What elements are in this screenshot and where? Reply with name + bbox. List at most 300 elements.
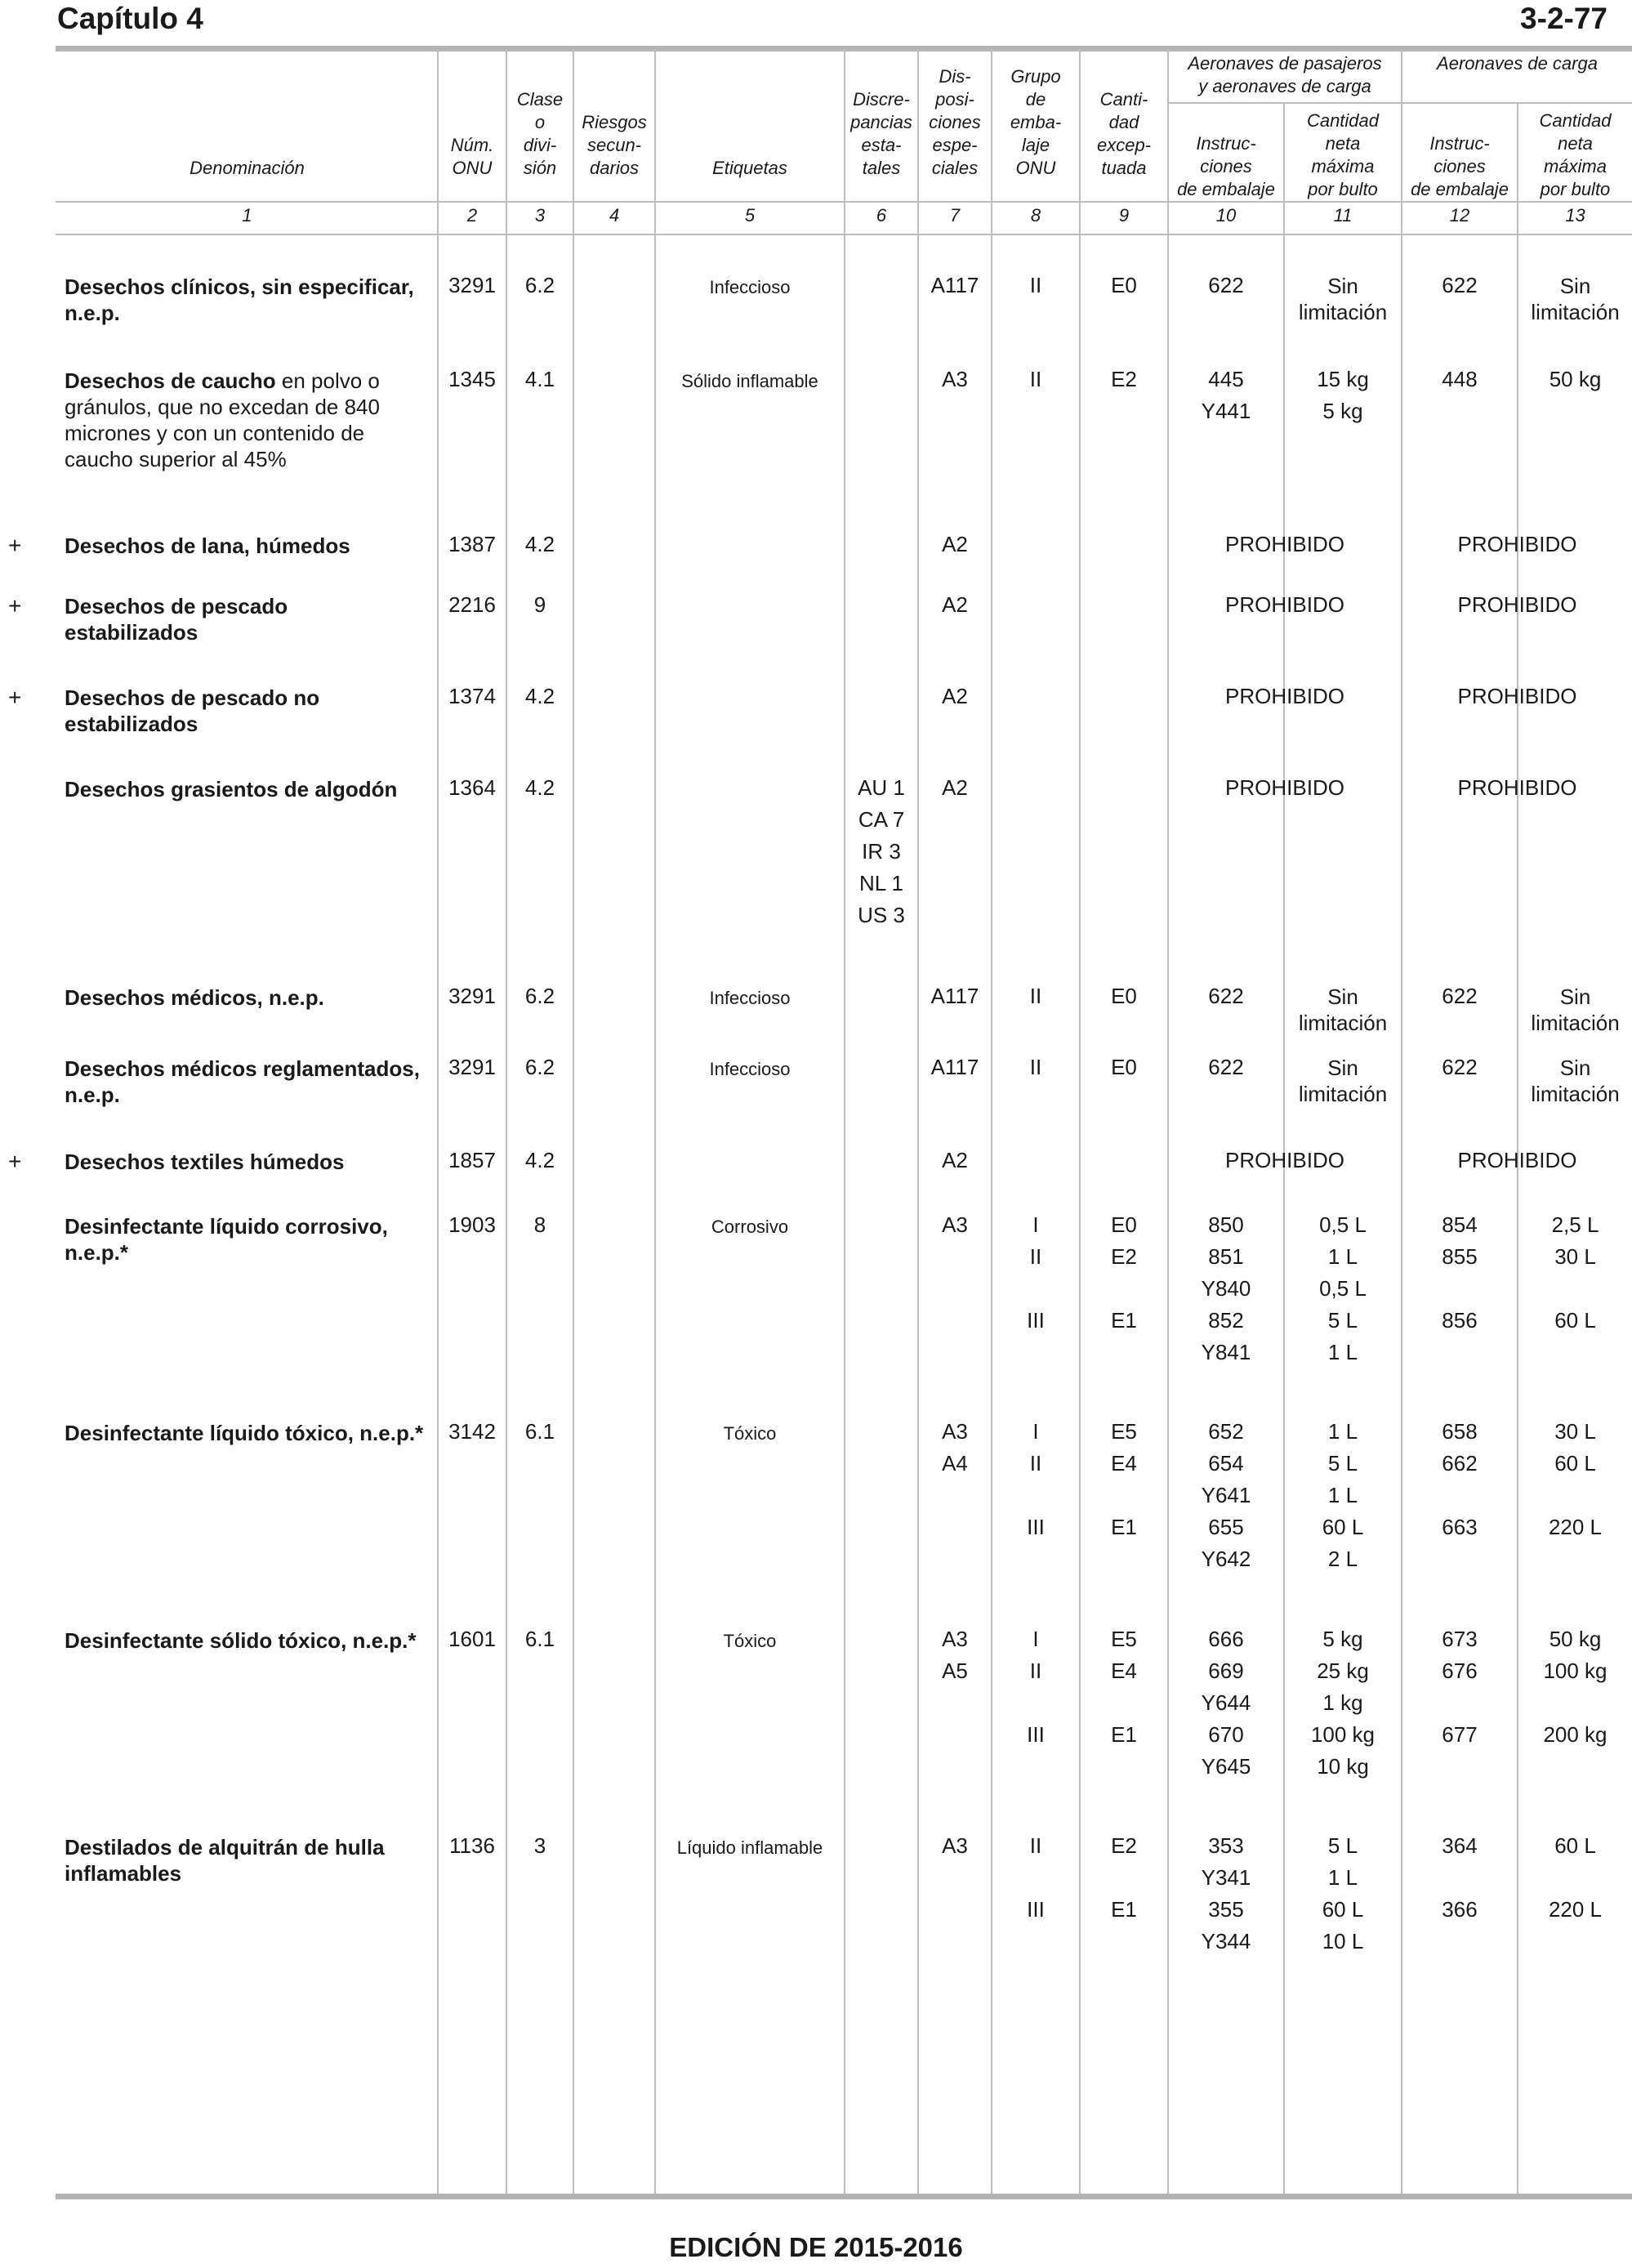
cargo-max-net-quantity-value: 220 L: [1548, 1897, 1603, 1922]
cargo-prohibited: PROHIBIDO: [1457, 775, 1577, 800]
packing-group-value: I: [1032, 1627, 1039, 1651]
un-number: 1903: [448, 1212, 496, 1237]
passenger-max-net-quantity-value: Sin limitación: [1298, 274, 1388, 324]
passenger-max-net-quantity-value: 60 L: [1322, 1897, 1364, 1922]
passenger-packing-instruction: [1169, 1416, 1283, 1575]
hazard-label: Tóxico: [723, 1423, 777, 1444]
cargo-max-net-quantity-value: 100 kg: [1543, 1659, 1607, 1683]
excepted-quantity-value: E2: [1111, 1833, 1137, 1858]
cargo-max-net-quantity-value: 60 L: [1554, 1833, 1596, 1858]
un-number: 1136: [449, 1833, 495, 1858]
amendment-plus-marker: +: [8, 685, 22, 710]
passenger-max-net-quantity: [1285, 1623, 1401, 1783]
passenger-prohibited: PROHIBIDO: [1225, 592, 1344, 617]
cargo-max-net-quantity-value: 60 L: [1554, 1308, 1596, 1333]
special-provisions: [919, 270, 991, 301]
excepted-quantity-value: E5: [1111, 1419, 1137, 1444]
substance-name-bold: Desechos clínicos, sin especificar, n.e.p.: [65, 275, 414, 325]
cargo-packing-instruction: [1402, 1416, 1517, 1575]
header-num-onu: Núm. ONU: [450, 135, 494, 178]
special-provisions: [919, 589, 991, 621]
header-instr-pasajeros: Instruc- ciones de embalaje: [1177, 133, 1275, 199]
special-provisions-value: A3: [942, 1419, 968, 1444]
passenger-max-net-quantity-value: 15 kg: [1317, 367, 1369, 391]
hazard-label: Sólido inflamable: [681, 371, 818, 391]
cargo-packing-instruction-value: 673: [1442, 1627, 1478, 1651]
un-number: 1345: [448, 367, 496, 391]
table-row: [0, 1833, 1632, 1953]
cargo-packing-instruction-value: 854: [1442, 1212, 1478, 1237]
substance-name: [65, 1834, 424, 1886]
passenger-max-net-quantity-value: 5 L: [1327, 1308, 1358, 1333]
un-number: 3291: [448, 984, 496, 1008]
packing-group-value: II: [1029, 367, 1042, 391]
packing-group-value: III: [1027, 1308, 1045, 1333]
class-division: 6.2: [524, 1055, 555, 1079]
substance-name-bold: Desechos médicos, n.e.p.: [65, 985, 324, 1010]
packing-group: [992, 1209, 1079, 1368]
passenger-packing-instruction-value: 670: [1208, 1722, 1244, 1747]
class-division: 9: [533, 592, 546, 617]
passenger-packing-instruction-value: Y645: [1201, 1754, 1251, 1779]
passenger-prohibited: PROHIBIDO: [1225, 532, 1344, 556]
packing-group: [992, 1623, 1079, 1783]
class-division: 4.1: [524, 367, 555, 391]
cargo-max-net-quantity: [1518, 1623, 1632, 1783]
substance-name-bold: Desechos grasientos de algodón: [65, 777, 398, 801]
passenger-max-net-quantity: [1285, 1051, 1401, 1107]
cargo-packing-instruction-value: 663: [1442, 1515, 1478, 1539]
special-provisions: [919, 1830, 991, 1862]
passenger-packing-instruction-value: Y441: [1201, 399, 1251, 423]
substance-name: [65, 685, 424, 737]
passenger-prohibited: PROHIBIDO: [1225, 775, 1344, 800]
excepted-quantity-value: E2: [1111, 1244, 1137, 1269]
cargo-prohibited: PROHIBIDO: [1457, 684, 1577, 708]
un-number: 1857: [448, 1148, 496, 1172]
cargo-max-net-quantity-value: 30 L: [1554, 1419, 1596, 1444]
special-provisions-value: A2: [942, 1148, 968, 1172]
excepted-quantity: [1081, 980, 1167, 1012]
substance-name: [65, 1627, 424, 1654]
substance-name: [65, 593, 424, 645]
chapter-title: Capítulo 4: [57, 2, 203, 35]
packing-group-value: II: [1029, 1659, 1042, 1683]
passenger-max-net-quantity-value: 100 kg: [1310, 1722, 1376, 1747]
cargo-packing-instruction: [1402, 1623, 1517, 1783]
header-etiquetas: Etiquetas: [712, 158, 787, 178]
excepted-quantity-value: E0: [1111, 273, 1137, 297]
passenger-packing-instruction-value: 622: [1208, 984, 1244, 1008]
column-number: 6: [876, 205, 887, 225]
excepted-quantity-value: E2: [1111, 367, 1137, 391]
table-row: [0, 1212, 1632, 1364]
cargo-prohibited: PROHIBIDO: [1457, 532, 1577, 556]
cargo-max-net-quantity-value: 60 L: [1554, 1451, 1596, 1476]
cargo-packing-instruction: [1402, 1051, 1517, 1083]
passenger-packing-instruction: [1169, 1051, 1283, 1083]
class-division: 4.2: [524, 775, 555, 800]
table-row: [0, 367, 1632, 471]
special-provisions: [919, 1623, 991, 1687]
passenger-max-net-quantity-value: 1 L: [1327, 1419, 1358, 1444]
hazard-label: Infeccioso: [709, 277, 791, 297]
passenger-max-net-quantity-value: 1 L: [1327, 1865, 1358, 1890]
passenger-max-net-quantity: [1285, 1830, 1401, 1958]
packing-group-value: II: [1029, 1833, 1042, 1858]
un-number: 1601: [448, 1627, 496, 1651]
substance-name-bold: Desechos de pescado estabilizados: [65, 594, 288, 645]
table-row: [0, 273, 1632, 325]
special-provisions-value: A3: [942, 1212, 968, 1237]
passenger-packing-instruction-value: 622: [1208, 1055, 1244, 1079]
column-number: 1: [242, 205, 252, 225]
excepted-quantity: [1081, 1416, 1167, 1575]
packing-group: [992, 1416, 1079, 1575]
passenger-max-net-quantity-value: Sin limitación: [1298, 1056, 1388, 1106]
passenger-packing-instruction: [1169, 270, 1283, 301]
special-provisions: [919, 1209, 991, 1241]
passenger-packing-instruction: [1169, 980, 1283, 1012]
passenger-max-net-quantity-value: 10 kg: [1317, 1754, 1369, 1779]
cargo-max-net-quantity-value: Sin limitación: [1531, 984, 1620, 1035]
state-variations-value: US 3: [858, 903, 905, 927]
un-number: 2216: [448, 592, 496, 617]
cargo-max-net-quantity: [1518, 1830, 1632, 1958]
special-provisions-value: A117: [930, 273, 979, 297]
column-number: 13: [1565, 205, 1585, 225]
passenger-packing-instruction: [1169, 1209, 1283, 1368]
excepted-quantity-value: E0: [1111, 1055, 1137, 1079]
substance-name: [65, 274, 424, 326]
passenger-packing-instruction: [1169, 1830, 1283, 1958]
cargo-max-net-quantity: [1518, 1416, 1632, 1575]
special-provisions-value: A5: [942, 1659, 968, 1683]
table-row: [0, 775, 1632, 927]
passenger-packing-instruction-value: Y344: [1201, 1929, 1251, 1953]
packing-group: [992, 980, 1079, 1012]
column-number: 8: [1030, 205, 1041, 225]
passenger-packing-instruction-value: 654: [1208, 1451, 1244, 1476]
packing-group-value: III: [1027, 1515, 1045, 1539]
cargo-packing-instruction-value: 622: [1442, 984, 1478, 1008]
special-provisions-value: A3: [942, 1833, 968, 1858]
class-division: 6.2: [524, 273, 555, 297]
hazard-label: Líquido inflamable: [676, 1837, 823, 1858]
passenger-max-net-quantity: [1285, 270, 1401, 325]
passenger-max-net-quantity-value: 5 kg: [1322, 399, 1363, 423]
passenger-packing-instruction-value: Y642: [1201, 1547, 1251, 1571]
header-instr-carga: Instruc- ciones de embalaje: [1411, 133, 1509, 199]
header-neta-carga: Cantidad neta máxima por bulto: [1539, 110, 1612, 199]
passenger-max-net-quantity-value: 1 L: [1327, 1340, 1358, 1364]
class-division: 3: [533, 1833, 546, 1858]
passenger-max-net-quantity-value: 60 L: [1322, 1515, 1364, 1539]
packing-group-value: I: [1032, 1212, 1039, 1237]
substance-name: [65, 1056, 424, 1108]
substance-name-bold: Desinfectante líquido corrosivo, n.e.p.*: [65, 1214, 388, 1265]
special-provisions-value: A4: [942, 1451, 968, 1476]
class-division: 4.2: [524, 532, 555, 556]
un-number: 3291: [448, 1055, 496, 1079]
column-number: 9: [1118, 205, 1130, 225]
header-group-pasajeros: Aeronaves de pasajeros y aeronaves de carga: [1188, 53, 1382, 96]
table-row: [0, 984, 1632, 1035]
cargo-max-net-quantity-value: 200 kg: [1543, 1722, 1607, 1747]
passenger-max-net-quantity-value: 0,5 L: [1319, 1212, 1367, 1237]
amendment-plus-marker: +: [8, 1149, 22, 1174]
substance-name-bold: Desechos de pescado no estabilizados: [65, 685, 320, 736]
cargo-packing-instruction: [1402, 980, 1517, 1012]
class-division: 4.2: [524, 1148, 555, 1172]
passenger-packing-instruction-value: Y341: [1201, 1865, 1251, 1890]
header-disposiciones: Dis- posi- ciones espe- ciales: [929, 66, 981, 178]
substance-name-bold: Desechos de caucho: [65, 368, 276, 393]
packing-group-value: III: [1027, 1897, 1045, 1922]
special-provisions: [919, 681, 991, 712]
passenger-packing-instruction-value: 353: [1208, 1833, 1244, 1858]
column-number: 11: [1333, 205, 1353, 225]
passenger-max-net-quantity-value: 1 L: [1327, 1483, 1358, 1507]
cargo-packing-instruction: [1402, 1830, 1517, 1958]
passenger-max-net-quantity-value: 2 L: [1327, 1547, 1358, 1571]
substance-name: [65, 533, 424, 559]
substance-name: [65, 776, 424, 802]
passenger-packing-instruction-value: 655: [1208, 1515, 1244, 1539]
footer-rule: [56, 2194, 1632, 2199]
cargo-packing-instruction: [1402, 270, 1517, 301]
packing-group-value: II: [1029, 1244, 1042, 1269]
cargo-max-net-quantity: [1518, 270, 1632, 325]
passenger-max-net-quantity-value: 5 L: [1327, 1451, 1358, 1476]
table-row: [0, 1627, 1632, 1779]
page-number: 3-2-77: [1520, 2, 1607, 35]
un-number: 1374: [448, 684, 496, 708]
passenger-packing-instruction-value: 666: [1208, 1627, 1244, 1651]
passenger-packing-instruction-value: Y644: [1201, 1690, 1251, 1715]
column-number: 7: [949, 205, 961, 225]
state-variations-value: AU 1: [858, 775, 905, 800]
special-provisions-value: A117: [930, 1055, 979, 1079]
cargo-prohibited: PROHIBIDO: [1457, 1148, 1577, 1172]
packing-group-value: II: [1029, 273, 1042, 297]
substance-name-bold: Destilados de alquitrán de hulla inflamables: [65, 1835, 385, 1886]
cargo-prohibited: PROHIBIDO: [1457, 592, 1577, 617]
passenger-max-net-quantity-value: 0,5 L: [1319, 1276, 1367, 1301]
cargo-packing-instruction-value: 677: [1442, 1722, 1478, 1747]
cargo-packing-instruction-value: 364: [1442, 1833, 1478, 1858]
substance-name-description: en polvo o gránulos, que no excedan de 840 micrones y con un contenido de caucho superior al 45%: [65, 368, 380, 471]
passenger-max-net-quantity: [1285, 980, 1401, 1036]
passenger-packing-instruction: [1169, 364, 1283, 427]
packing-group-value: II: [1029, 1451, 1042, 1476]
header-group-carga: Aeronaves de carga: [1437, 53, 1598, 74]
un-number: 1364: [448, 775, 496, 800]
packing-group-value: II: [1029, 1055, 1042, 1079]
cargo-packing-instruction-value: 622: [1442, 273, 1478, 297]
special-provisions-value: A2: [942, 775, 968, 800]
special-provisions-value: A3: [942, 1627, 968, 1651]
packing-group: [992, 1830, 1079, 1958]
special-provisions: [919, 364, 991, 395]
header-discrepancias: Discre- pancias esta- tales: [850, 89, 912, 178]
state-variations-value: CA 7: [858, 807, 905, 832]
passenger-max-net-quantity-value: 25 kg: [1317, 1659, 1369, 1683]
header-neta-pasajeros: Cantidad neta máxima por bulto: [1306, 110, 1380, 199]
cargo-packing-instruction-value: 448: [1442, 367, 1478, 391]
excepted-quantity: [1081, 1209, 1167, 1368]
packing-group: [992, 1051, 1079, 1083]
passenger-packing-instruction-value: 622: [1208, 273, 1244, 297]
packing-group-value: I: [1032, 1419, 1039, 1444]
passenger-packing-instruction-value: 851: [1208, 1244, 1244, 1269]
substance-name-bold: Desechos médicos reglamentados, n.e.p.: [65, 1056, 420, 1107]
excepted-quantity-value: E0: [1111, 984, 1137, 1008]
cargo-max-net-quantity: [1518, 980, 1632, 1036]
cargo-packing-instruction-value: 622: [1442, 1055, 1478, 1079]
hazard-label: Tóxico: [723, 1631, 777, 1651]
cargo-max-net-quantity: [1518, 1051, 1632, 1107]
cargo-max-net-quantity-value: 30 L: [1554, 1244, 1596, 1269]
special-provisions: [919, 1145, 991, 1176]
cargo-max-net-quantity-value: Sin limitación: [1531, 1056, 1620, 1106]
passenger-prohibited: PROHIBIDO: [1225, 684, 1344, 708]
cargo-max-net-quantity-value: 220 L: [1548, 1515, 1603, 1539]
edition-footer: EDICIÓN DE 2015-2016: [669, 2232, 963, 2262]
excepted-quantity-value: E1: [1111, 1897, 1137, 1922]
passenger-prohibited: PROHIBIDO: [1225, 1148, 1344, 1172]
special-provisions: [919, 1416, 991, 1480]
amendment-plus-marker: +: [8, 593, 22, 618]
special-provisions-value: A2: [942, 532, 968, 556]
passenger-packing-instruction-value: Y641: [1201, 1483, 1251, 1507]
column-number: 3: [534, 205, 546, 225]
excepted-quantity: [1081, 270, 1167, 301]
excepted-quantity-value: E4: [1111, 1659, 1137, 1683]
cargo-packing-instruction-value: 662: [1442, 1451, 1478, 1476]
substance-name: [65, 1213, 424, 1266]
column-number: 2: [466, 205, 478, 225]
header-clase: Clase o divi- sión: [516, 89, 564, 178]
passenger-max-net-quantity-value: 10 L: [1322, 1929, 1364, 1953]
special-provisions: [919, 772, 991, 804]
passenger-max-net-quantity-value: Sin limitación: [1298, 984, 1388, 1035]
cargo-packing-instruction-value: 855: [1442, 1244, 1478, 1269]
state-variations-value: NL 1: [859, 871, 903, 895]
cargo-packing-instruction-value: 658: [1442, 1419, 1478, 1444]
cargo-max-net-quantity: [1518, 364, 1632, 395]
hazard-label: Corrosivo: [711, 1217, 789, 1237]
passenger-max-net-quantity: [1285, 1209, 1401, 1368]
column-number: 4: [609, 205, 620, 225]
substance-name-bold: Desechos de lana, húmedos: [65, 534, 350, 558]
special-provisions: [919, 1051, 991, 1083]
table-row: [0, 1148, 1632, 1174]
excepted-quantity: [1081, 364, 1167, 395]
passenger-packing-instruction-value: 852: [1208, 1308, 1244, 1333]
header-cantidad-exceptuada: Canti- dad excep- tuada: [1096, 89, 1152, 178]
packing-group: [992, 270, 1079, 301]
cargo-max-net-quantity-value: 2,5 L: [1551, 1212, 1599, 1237]
substance-name: [65, 984, 424, 1011]
packing-group-value: III: [1027, 1722, 1045, 1747]
passenger-max-net-quantity: [1285, 1416, 1401, 1575]
class-division: 8: [533, 1212, 546, 1237]
column-number: 10: [1215, 205, 1237, 225]
substance-name-bold: Desinfectante sólido tóxico, n.e.p.*: [65, 1628, 417, 1653]
excepted-quantity-value: E4: [1111, 1451, 1137, 1476]
special-provisions-value: A2: [942, 592, 968, 617]
passenger-packing-instruction: [1169, 1623, 1283, 1783]
passenger-packing-instruction-value: 355: [1208, 1897, 1244, 1922]
substance-name-bold: Desechos textiles húmedos: [65, 1150, 345, 1174]
passenger-max-net-quantity: [1285, 364, 1401, 427]
special-provisions-value: A117: [930, 984, 979, 1008]
passenger-packing-instruction-value: 850: [1208, 1212, 1244, 1237]
header-denominacion: Denominación: [190, 158, 305, 178]
table-row: [0, 684, 1632, 736]
excepted-quantity: [1081, 1623, 1167, 1783]
passenger-packing-instruction-value: 652: [1208, 1419, 1244, 1444]
un-number: 1387: [448, 532, 496, 556]
column-number: 12: [1449, 205, 1470, 225]
cargo-packing-instruction: [1402, 1209, 1517, 1368]
passenger-packing-instruction-value: Y841: [1201, 1340, 1251, 1364]
substance-name: [65, 1420, 424, 1446]
substance-name: [65, 368, 424, 472]
table-row: [0, 532, 1632, 558]
packing-group: [992, 364, 1079, 395]
excepted-quantity-value: E0: [1111, 1212, 1137, 1237]
cargo-max-net-quantity-value: 50 kg: [1549, 367, 1602, 391]
passenger-max-net-quantity-value: 5 L: [1327, 1833, 1358, 1858]
class-division: 6.1: [524, 1419, 555, 1444]
passenger-packing-instruction-value: 669: [1208, 1659, 1244, 1683]
header-grupo-embalaje: Grupo de emba- laje ONU: [1010, 66, 1062, 178]
class-division: 4.2: [524, 684, 555, 708]
excepted-quantity-value: E5: [1111, 1627, 1137, 1651]
state-variations-value: IR 3: [862, 839, 901, 864]
cargo-max-net-quantity: [1518, 1209, 1632, 1368]
hazard-label: Infeccioso: [709, 1059, 791, 1079]
packing-group-value: II: [1029, 984, 1042, 1008]
substance-name: [65, 1149, 424, 1175]
class-division: 6.2: [524, 984, 555, 1008]
column-number: 5: [744, 205, 756, 225]
un-number: 3142: [448, 1419, 496, 1444]
excepted-quantity-value: E1: [1111, 1722, 1137, 1747]
cargo-packing-instruction-value: 676: [1442, 1659, 1478, 1683]
table-row: [0, 592, 1632, 645]
excepted-quantity-value: E1: [1111, 1308, 1137, 1333]
cargo-max-net-quantity-value: Sin limitación: [1531, 274, 1620, 324]
table-row: [0, 1419, 1632, 1571]
special-provisions: [919, 529, 991, 560]
cargo-packing-instruction-value: 856: [1442, 1308, 1478, 1333]
class-division: 6.1: [524, 1627, 555, 1651]
excepted-quantity-value: E1: [1111, 1515, 1137, 1539]
passenger-max-net-quantity-value: 1 kg: [1322, 1690, 1363, 1715]
un-number: 3291: [448, 273, 496, 297]
special-provisions-value: A2: [942, 684, 968, 708]
state-variations: [845, 772, 917, 931]
special-provisions: [919, 980, 991, 1012]
passenger-packing-instruction-value: 445: [1208, 367, 1244, 391]
substance-name-bold: Desinfectante líquido tóxico, n.e.p.*: [65, 1421, 424, 1445]
cargo-packing-instruction: [1402, 364, 1517, 395]
cargo-packing-instruction-value: 366: [1442, 1897, 1478, 1922]
cargo-max-net-quantity-value: 50 kg: [1549, 1627, 1602, 1651]
